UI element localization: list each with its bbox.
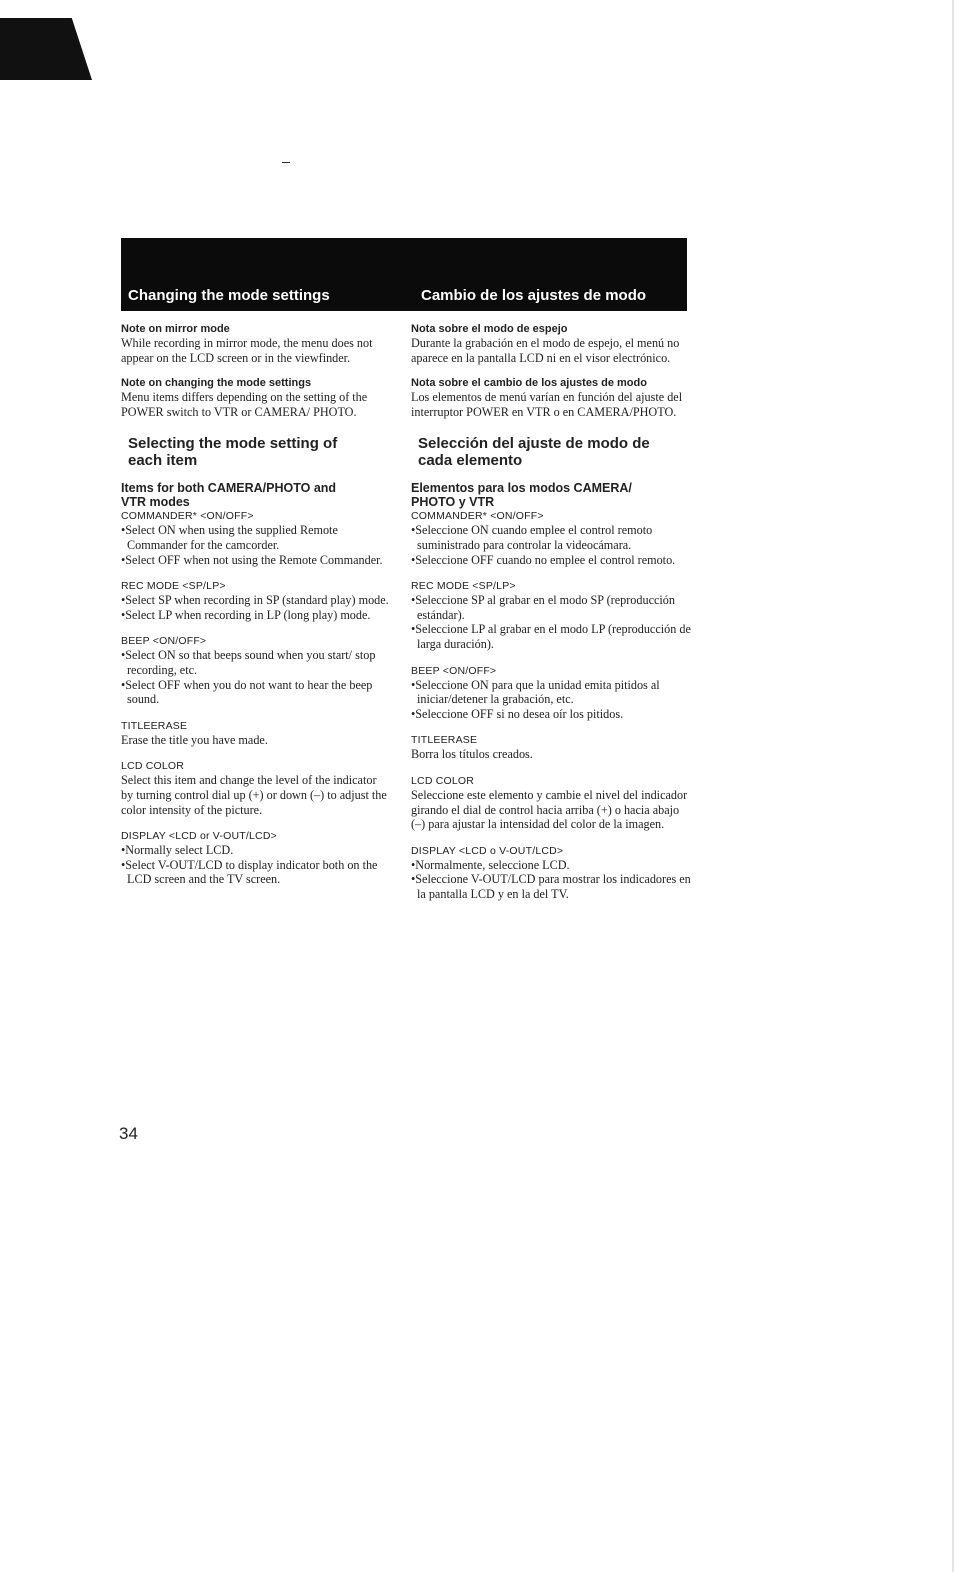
- section-heading: Selección del ajuste de modo de cada elemento: [418, 435, 650, 470]
- note-heading: Nota sobre el cambio de los ajustes de modo: [411, 377, 647, 390]
- bullet: • Select LP when recording in LP (long play) mode.: [121, 608, 391, 623]
- item-display-es: [411, 844, 691, 902]
- item-commander-es: [411, 509, 691, 567]
- item-heading: REC MODE <SP/LP>: [121, 580, 226, 593]
- item-heading: DISPLAY <LCD o V-OUT/LCD>: [411, 844, 564, 857]
- item-heading: COMMANDER* <ON/OFF>: [411, 510, 544, 523]
- note-changing-mode-es: [411, 376, 691, 419]
- section-banner: [121, 238, 687, 311]
- note-heading: Nota sobre el modo de espejo: [411, 323, 568, 335]
- item-text: Erase the title you have made.: [121, 732, 268, 747]
- note-text: Menu items differs depending on the setting of the POWER switch to VTR or CAMERA/ PHOTO.: [121, 390, 368, 419]
- bullet: • Seleccione V-OUT/LCD para mostrar los indicadores en la pantalla LCD y en la del TV.: [411, 872, 691, 901]
- note-text: Los elementos de menú varían en función del ajuste del interruptor POWER en VTR o en CAMERA/PHOTO.: [411, 390, 683, 419]
- banner-title-es: Cambio de los ajustes de modo: [421, 287, 647, 304]
- corner-print-mark: [0, 18, 92, 80]
- bullet: • Select V-OUT/LCD to display indicator both on the LCD screen and the TV screen.: [121, 858, 391, 887]
- english-column: [121, 322, 391, 899]
- item-text: Borra los títulos creados.: [411, 747, 533, 762]
- page-number: 34: [119, 1124, 138, 1143]
- note-text: Durante la grabación en el modo de espejo, el menú no aparece en la pantalla LCD ni en el visor electrónico.: [411, 336, 680, 365]
- bullet: • Seleccione ON cuando emplee el control remoto suministrado para controlar la videocámara.: [411, 523, 691, 552]
- bullet: • Select ON when using the supplied Remote Commander for the camcorder.: [121, 523, 391, 552]
- item-heading: TITLEERASE: [121, 719, 188, 732]
- item-display: [121, 829, 391, 887]
- item-heading: LCD COLOR: [121, 760, 185, 773]
- item-heading: TITLEERASE: [411, 734, 478, 747]
- bullet: • Seleccione ON para que la unidad emita pitidos al iniciar/detener la grabación, etc.: [411, 678, 691, 707]
- item-text: Seleccione este elemento y cambie el nivel del indicador girando el dial de control hacia arriba (+) o hacia abajo (–) para ajustar la intensidad del color de la imagen.: [411, 787, 688, 832]
- note-text: While recording in mirror mode, the menu does not appear on the LCD screen or in the viewfinder.: [121, 336, 373, 365]
- item-heading: DISPLAY <LCD or V-OUT/LCD>: [121, 830, 277, 843]
- item-heading: REC MODE <SP/LP>: [411, 580, 516, 593]
- item-commander: [121, 509, 391, 567]
- item-heading: COMMANDER* <ON/OFF>: [121, 510, 254, 523]
- bullet: • Seleccione LP al grabar en el modo LP (reproducción de larga duración).: [411, 622, 691, 651]
- note-heading: Note on changing the mode settings: [121, 377, 312, 390]
- bullet: • Seleccione SP al grabar en el modo SP (reproducción estándar).: [411, 593, 691, 622]
- item-text: Select this item and change the level of the indicator by turning control dial up (+) or down (–) to adjust the color intensity of the picture.: [121, 773, 387, 817]
- bullet: • Normalmente, seleccione LCD.: [411, 858, 691, 873]
- item-titleerase-es: [411, 733, 691, 762]
- item-titleerase: [121, 719, 391, 748]
- item-heading: BEEP <ON/OFF>: [121, 635, 207, 648]
- item-heading: BEEP <ON/OFF>: [411, 664, 497, 677]
- bullet: • Normally select LCD.: [121, 843, 391, 858]
- item-rec-mode-es: [411, 579, 691, 651]
- note-heading: Note on mirror mode: [121, 323, 230, 335]
- item-heading: LCD COLOR: [411, 774, 475, 787]
- banner-title-en: Changing the mode settings: [128, 287, 330, 304]
- stray-dash: [282, 162, 290, 163]
- note-mirror-mode: [121, 322, 391, 365]
- bullet: • Seleccione OFF si no desea oír los pitidos.: [411, 707, 691, 722]
- section-heading: Selecting the mode setting of each item: [128, 435, 338, 470]
- bullet: • Select ON so that beeps sound when you start/ stop recording, etc.: [121, 648, 391, 677]
- note-mirror-mode-es: [411, 322, 691, 365]
- bullet: • Select OFF when you do not want to hear the beep sound.: [121, 678, 391, 707]
- subsection-heading: Elementos para los modos CAMERA/ PHOTO y VTR: [411, 481, 632, 510]
- item-beep: [121, 634, 391, 706]
- bullet: • Select OFF when not using the Remote Commander.: [121, 553, 391, 568]
- spanish-column: [411, 322, 691, 913]
- item-lcd-color: [121, 759, 391, 817]
- subsection-heading: Items for both CAMERA/PHOTO and VTR modes: [121, 481, 337, 510]
- bullet: • Select SP when recording in SP (standard play) mode.: [121, 593, 391, 608]
- note-changing-mode: [121, 376, 391, 419]
- item-beep-es: [411, 664, 691, 722]
- item-lcd-color-es: [411, 774, 691, 832]
- item-rec-mode: [121, 579, 391, 622]
- bullet: • Seleccione OFF cuando no emplee el control remoto.: [411, 553, 691, 568]
